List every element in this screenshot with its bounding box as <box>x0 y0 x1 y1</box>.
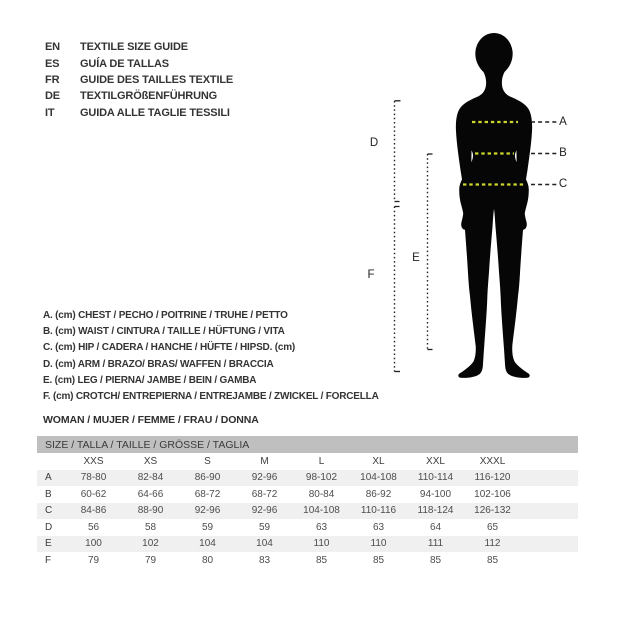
measurement-item: A. (cm) CHEST / PECHO / POITRINE / TRUHE / PETTO <box>43 309 288 321</box>
size-cell: 92-96 <box>251 505 278 517</box>
column-header: S <box>204 455 211 467</box>
language-row <box>45 88 233 104</box>
column-header: XL <box>372 455 385 467</box>
size-cell: 84-86 <box>80 505 107 517</box>
size-cell: 104-108 <box>360 472 397 484</box>
size-cell: 56 <box>87 521 100 533</box>
measurement-item: D. (cm) ARM / BRAZO/ BRAS/ WAFFEN / BRACCIA <box>43 358 274 370</box>
row-label: A <box>45 472 52 484</box>
size-cell: 78-80 <box>80 472 107 484</box>
row-label: F <box>45 554 52 566</box>
size-cell: 100 <box>85 538 102 550</box>
size-cell: 98-102 <box>305 472 338 484</box>
language-row <box>45 55 233 71</box>
size-cell: 112 <box>484 538 501 550</box>
measurement-item: F. (cm) CROTCH/ ENTREPIERNA / ENTREJAMBE / ZWICKEL / FORCELLA <box>43 391 379 403</box>
table-row <box>37 552 578 569</box>
woman-silhouette-path <box>456 33 532 378</box>
column-header: XXXL <box>479 455 506 467</box>
vertical-guide-lines <box>395 101 428 372</box>
size-cell: 68-72 <box>251 488 278 500</box>
size-cell: 104-108 <box>303 505 340 517</box>
size-cell: 102-106 <box>474 488 511 500</box>
size-cell: 126-132 <box>474 505 511 517</box>
language-code: FR <box>45 73 60 86</box>
size-cell: 63 <box>372 521 385 533</box>
language-title: GUIDE DES TAILLES TEXTILE <box>80 73 234 86</box>
language-code: EN <box>45 41 60 54</box>
diagram-label-crotch: F <box>367 269 375 281</box>
table-row <box>37 503 578 520</box>
gender-heading: WOMAN / MUJER / FEMME / FRAU / DONNA <box>43 414 259 426</box>
diagram-label-arm: D <box>369 137 379 149</box>
size-cell: 110 <box>370 538 387 550</box>
measurement-item: B. (cm) WAIST / CINTURA / TAILLE / HÜFTUNG / VITA <box>43 325 285 337</box>
size-cell: 104 <box>256 538 273 550</box>
language-row <box>45 105 233 121</box>
size-cell: 79 <box>144 554 157 566</box>
size-cell: 88-90 <box>137 505 164 517</box>
row-label: B <box>45 488 52 500</box>
size-cell: 85 <box>372 554 385 566</box>
column-header: XS <box>143 455 158 467</box>
language-row <box>45 39 233 55</box>
size-cell: 64 <box>429 521 442 533</box>
size-cell: 92-96 <box>194 505 221 517</box>
language-title: GUIDA ALLE TAGLIE TESSILI <box>80 106 230 119</box>
size-cell: 86-92 <box>365 488 392 500</box>
size-cell: 83 <box>258 554 271 566</box>
language-code: ES <box>45 57 60 70</box>
language-title: GUÍA DE TALLAS <box>80 57 169 70</box>
language-title: TEXTILGRÖßENFÜHRUNG <box>80 90 218 103</box>
language-code: DE <box>45 90 60 103</box>
table-row <box>37 486 578 503</box>
column-header: XXL <box>426 455 445 467</box>
size-table <box>37 436 578 569</box>
size-cell: 65 <box>486 521 499 533</box>
measurement-item: C. (cm) HIP / CADERA / HANCHE / HÜFTE / HIPSD. (cm) <box>43 342 296 354</box>
language-title: TEXTILE SIZE GUIDE <box>80 41 188 54</box>
size-cell: 85 <box>429 554 442 566</box>
size-cell: 86-90 <box>194 472 221 484</box>
table-row <box>37 470 578 487</box>
size-cell: 104 <box>199 538 216 550</box>
language-row <box>45 72 233 88</box>
size-cell: 59 <box>201 521 214 533</box>
measurement-legend <box>43 307 379 405</box>
diagram-label-hip: C <box>558 178 568 190</box>
column-header: L <box>318 455 325 467</box>
column-header: M <box>260 455 269 467</box>
size-cell: 94-100 <box>419 488 452 500</box>
size-cell: 85 <box>315 554 328 566</box>
diagram-label-chest: A <box>559 116 567 128</box>
size-cell: 82-84 <box>137 472 164 484</box>
size-cell: 59 <box>258 521 271 533</box>
size-cell: 92-96 <box>251 472 278 484</box>
size-cell: 110-116 <box>360 505 397 517</box>
diagram-label-waist: B <box>559 147 567 159</box>
size-cell: 63 <box>315 521 328 533</box>
language-code: IT <box>45 106 55 119</box>
size-cell: 60-62 <box>80 488 107 500</box>
size-cell: 110 <box>313 538 330 550</box>
diagram-label-leg: E <box>412 252 420 264</box>
woman-silhouette-figure <box>440 30 545 380</box>
size-cell: 110-114 <box>417 472 454 484</box>
size-cell: 79 <box>87 554 100 566</box>
size-cell: 111 <box>427 538 444 550</box>
table-row <box>37 536 578 553</box>
size-cell: 85 <box>486 554 499 566</box>
size-cell: 80 <box>201 554 214 566</box>
row-label: E <box>45 538 52 550</box>
row-label: C <box>45 505 53 517</box>
table-band: SIZE / TALLA / TAILLE / GRÖSSE / TAGLIA <box>37 436 578 453</box>
measurement-item: E. (cm) LEG / PIERNA/ JAMBE / BEIN / GAMBA <box>43 374 257 386</box>
table-header-row <box>37 453 578 470</box>
column-header: XXS <box>83 455 104 467</box>
guide-end-ticks <box>395 101 433 372</box>
size-cell: 80-84 <box>308 488 335 500</box>
size-cell: 68-72 <box>194 488 221 500</box>
table-row <box>37 519 578 536</box>
size-cell: 118-124 <box>417 505 454 517</box>
size-cell: 102 <box>142 538 159 550</box>
size-cell: 64-66 <box>137 488 164 500</box>
language-title-block <box>45 39 233 121</box>
size-cell: 116-120 <box>474 472 511 484</box>
row-label: D <box>45 521 53 533</box>
size-cell: 58 <box>144 521 157 533</box>
